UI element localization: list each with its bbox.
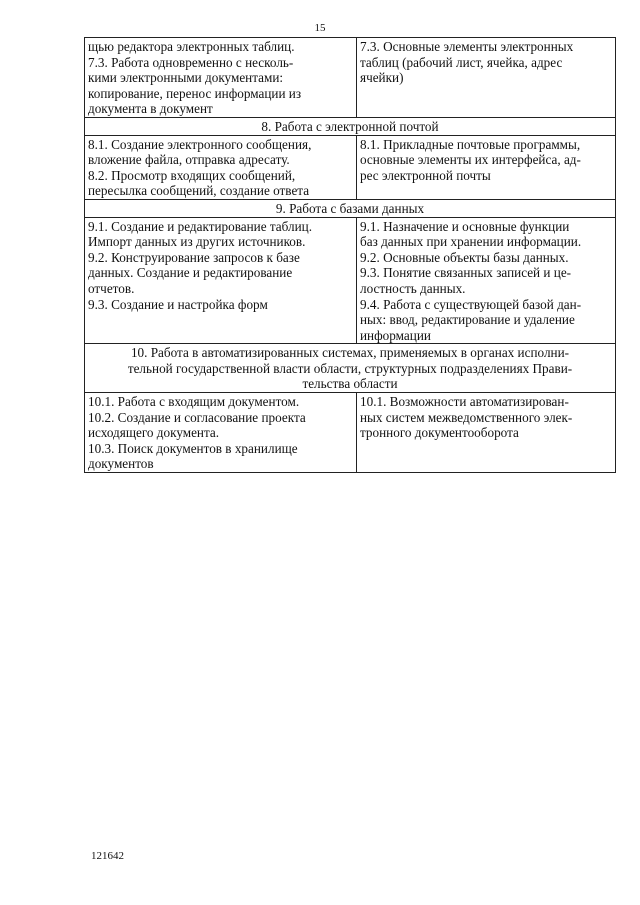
practice-cell-10 — [85, 393, 357, 473]
text-line: основные элементы их интерфейса, ад- — [360, 152, 581, 168]
text-line: Импорт данных из других источников. — [88, 234, 306, 250]
theory-cell-7 — [357, 38, 616, 118]
text-line: 9.4. Работа с существующей базой дан- — [360, 296, 582, 312]
text-line: рес электронной почты — [360, 167, 491, 183]
text-line: ных: ввод, редактирование и удаление — [360, 312, 575, 328]
title-line: 10. Работа в автоматизированных системах, применяемых в органах исполни- — [130, 345, 570, 361]
text-line: ных систем межведомственного элек- — [360, 409, 573, 425]
text-line: 8.1. Прикладные почтовые программы, — [360, 136, 581, 152]
section-header-row — [85, 344, 616, 393]
text-line: 7.3. Основные элементы электронных — [360, 39, 574, 54]
section-title-9: 9. Работа с базами данных — [85, 199, 616, 217]
text-line: 10.1. Возможности автоматизирован- — [360, 394, 569, 410]
text-line: ячейки) — [360, 70, 404, 86]
text-line: 10.3. Поиск документов в хранилище — [88, 440, 298, 456]
practice-cell-8 — [85, 135, 357, 199]
theory-cell-9 — [357, 217, 616, 344]
table-row — [85, 135, 616, 199]
text-line: информации — [360, 327, 431, 343]
text-line: копирование, перенос информации из — [88, 85, 302, 101]
section-header-row — [85, 199, 616, 217]
table-row — [85, 217, 616, 344]
text-line: 9.1. Назначение и основные функции — [360, 218, 570, 234]
theory-cell-10 — [357, 393, 616, 473]
text-line: баз данных при хранении информации. — [360, 234, 582, 250]
text-line: 8.2. Просмотр входящих сообщений, — [88, 167, 296, 183]
text-line: лостность данных. — [360, 280, 466, 296]
text-line: 10.1. Работа с входящим документом. — [88, 394, 300, 410]
table-row — [85, 38, 616, 118]
text-line: 7.3. Работа одновременно с несколь- — [88, 54, 294, 70]
page-number: 15 — [314, 22, 326, 34]
text-line: 9.1. Создание и редактирование таблиц. — [88, 218, 313, 234]
text-line: документов — [88, 456, 154, 472]
text-line: кими электронными документами: — [88, 70, 284, 86]
document-code: 121642 — [91, 850, 124, 862]
text-line: 9.2. Конструирование запросов к базе — [88, 249, 300, 265]
practice-cell-7 — [85, 38, 357, 118]
text-line: тронного документооборота — [360, 425, 519, 441]
section-title-8: 8. Работа с электронной почтой — [85, 117, 616, 135]
theory-cell-8 — [357, 135, 616, 199]
title-line: тельной государственной власти области, структурных подразделениях Прави- — [127, 360, 573, 376]
text-line: 10.2. Создание и согласование проекта — [88, 409, 306, 425]
text-line: отчетов. — [88, 280, 135, 296]
text-line: 8.1. Создание электронного сообщения, — [88, 136, 312, 152]
text-line: 9.3. Создание и настройка форм — [88, 296, 268, 312]
practice-cell-9 — [85, 217, 357, 344]
title-line: тельства области — [302, 376, 398, 392]
text-line: исходящего документа. — [88, 425, 220, 441]
text-line: 9.3. Понятие связанных записей и це- — [360, 265, 572, 281]
curriculum-table — [84, 37, 616, 473]
table-row — [85, 393, 616, 473]
text-line: вложение файла, отправка адресату. — [88, 152, 290, 168]
section-header-row — [85, 117, 616, 135]
text-line: щью редактора электронных таблиц. — [88, 39, 295, 54]
text-line: документа в документ — [88, 101, 213, 117]
text-line: таблиц (рабочий лист, ячейка, адрес — [360, 54, 563, 70]
text-line: пересылка сообщений, создание ответа — [88, 183, 310, 199]
text-line: 9.2. Основные объекты базы данных. — [360, 249, 569, 265]
text-line: данных. Создание и редактирование — [88, 265, 293, 281]
section-title-10 — [85, 344, 616, 393]
